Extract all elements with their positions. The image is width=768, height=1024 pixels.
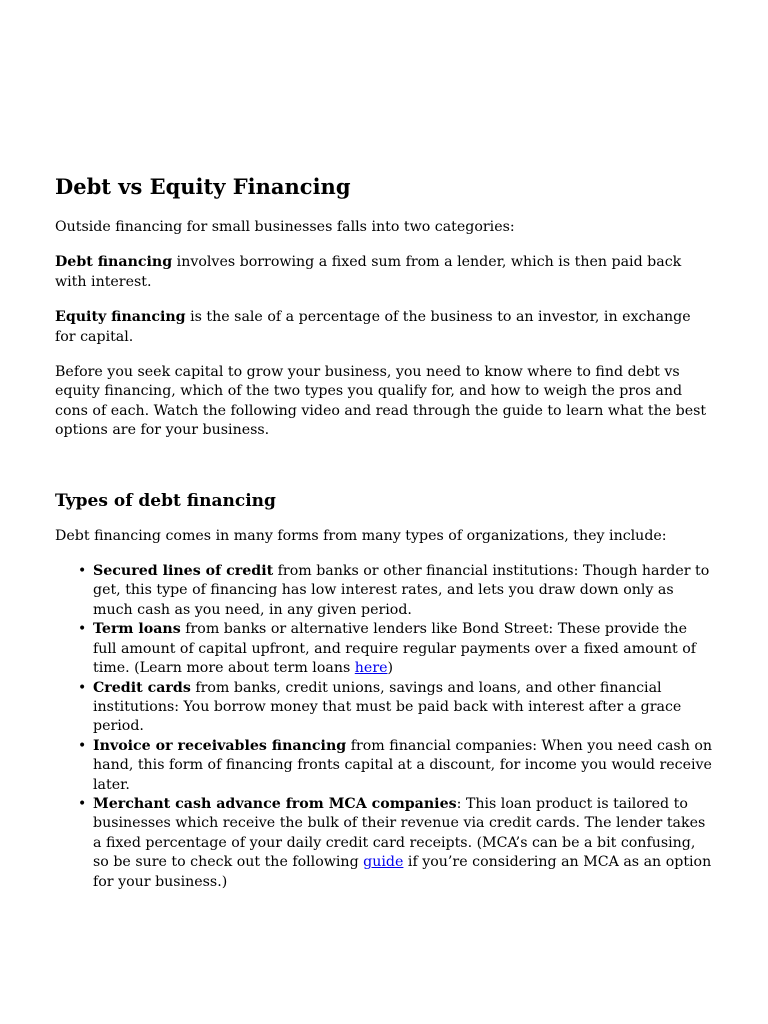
equity-financing-definition [55,308,715,347]
list-item-credit-cards [78,679,715,737]
debt-financing-definition [55,253,715,292]
equity-financing-text: is the sale of a percentage of the business to an investor, in exchange for capital. [55,309,691,345]
list-item-invoice-financing [78,737,715,795]
list-item-text: from banks or other financial institutions: Though harder to get, this type of financing has low interest rates, and lets you draw down only as much cash as you need, in any given period. [93,563,710,618]
mca-guide-link[interactable]: guide [363,854,404,871]
list-item-text-after: ) [387,660,394,677]
term-loans-link[interactable]: here [354,660,388,677]
debt-financing-term: Debt financing [55,254,173,271]
list-item-text: from banks, credit unions, savings and loans, and other financial institutions: You borrow money that must be paid back with interest after a grace period. [93,679,682,735]
article [55,172,715,892]
list-item-merchant-cash-advance [78,795,715,892]
bullet-icon: • [78,621,87,638]
bullet-icon: • [78,737,87,754]
before-you-seek-paragraph: Before you seek capital to grow your business, you need to know where to find debt vs equity financing, which of the two types you qualify for, and how to weigh the pros and cons of each. Watch the following video and read through the guide to learn what the best options are for your business. [55,364,707,439]
debt-financing-text: involves borrowing a fixed sum from a lender, which is then paid back with interest. [55,254,682,290]
debt-types-intro: Debt financing comes in many forms from many types of organizations, they include: [55,527,667,544]
list-item-text-after: if you’re considering an MCA as an option for your business.) [93,854,712,890]
intro-paragraph: Outside financing for small businesses falls into two categories: [55,219,515,235]
equity-financing-term: Equity financing [55,309,186,326]
list-item-term: Merchant cash advance from MCA companies [93,795,457,812]
debt-types-list [55,562,715,892]
list-item-text: from financial companies: When you need cash on hand, this form of financing fronts capital at a discount, for income you would receive later. [93,737,713,793]
list-item-text: from banks or alternative lenders like Bond Street: These provide the full amount of capital upfront, and require regular payments over a fixed amount of time. (Learn more about term loans [93,621,697,677]
bullet-icon: • [78,679,87,696]
list-item-text: : This loan product is tailored to businesses which receive the bulk of their revenue via credit cards. The lender takes a fixed percentage of your daily credit card receipts. (MCA’s can be a bit confusing, so be sure to check out the following [93,795,706,871]
list-item-term: Term loans [93,621,181,638]
list-item-secured-lines-of-credit [78,562,715,620]
section-spacer [55,457,715,489]
bullet-icon: • [78,795,87,812]
list-item-term: Secured lines of credit [93,563,274,580]
list-item-term: Invoice or receivables financing [93,737,347,754]
list-item-term-loans [78,620,715,678]
page-title: Debt vs Equity Financing [55,174,351,199]
bullet-icon: • [78,563,87,580]
debt-types-heading: Types of debt financing [55,490,276,511]
list-item-term: Credit cards [93,679,191,696]
